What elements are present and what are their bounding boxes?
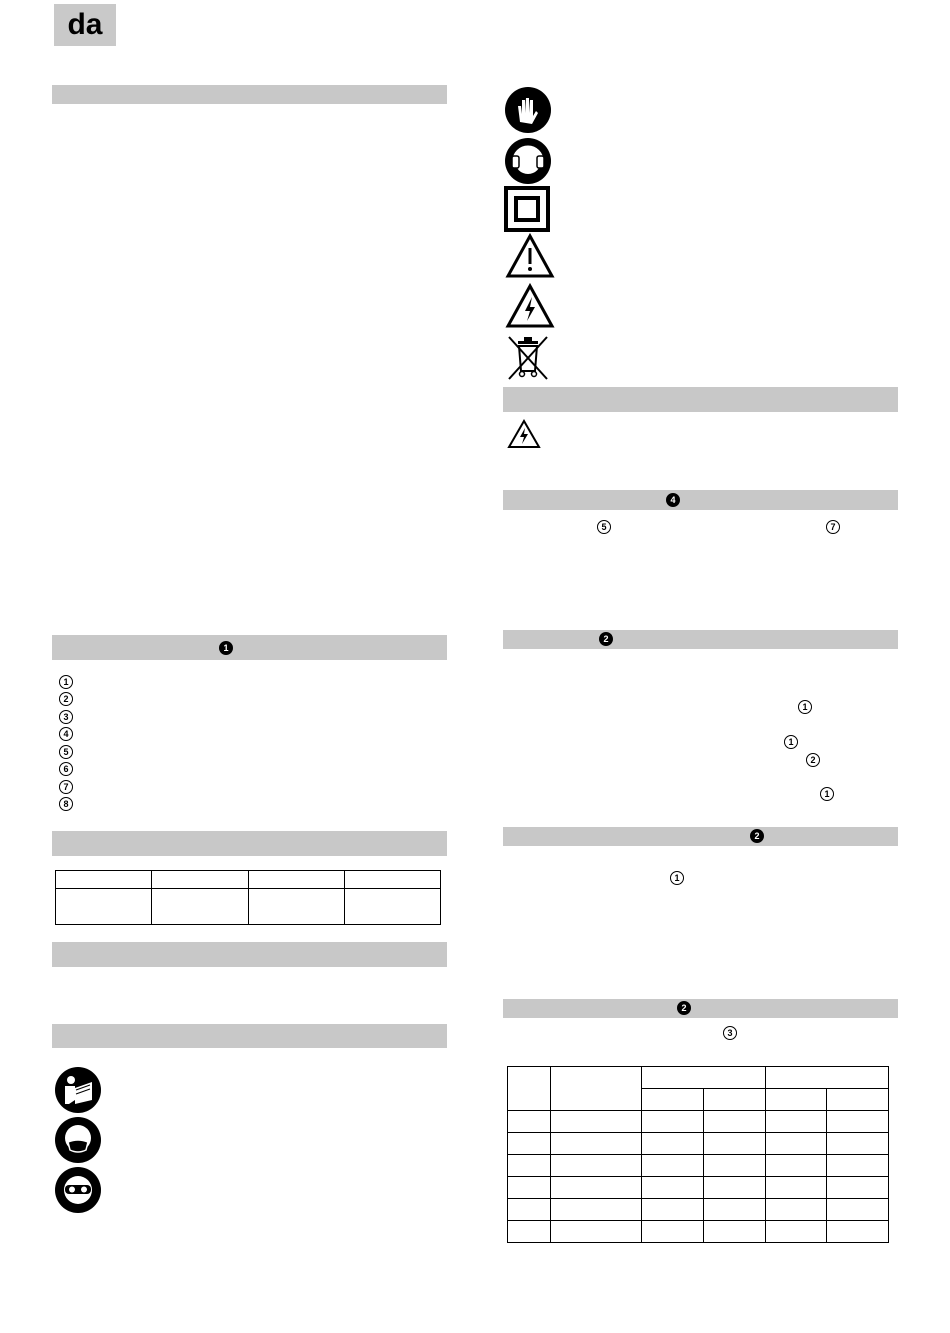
table-cell bbox=[642, 1199, 704, 1221]
table-cell bbox=[703, 1155, 765, 1177]
table-cell bbox=[344, 871, 440, 889]
table-cell bbox=[765, 1221, 827, 1243]
inline-marker: 1 bbox=[798, 700, 812, 714]
table-cell bbox=[703, 1199, 765, 1221]
warning-triangle-icon bbox=[505, 233, 555, 279]
table-cell bbox=[508, 1111, 551, 1133]
table-cell bbox=[642, 1089, 704, 1111]
table-cell bbox=[551, 1177, 642, 1199]
table-cell bbox=[56, 871, 152, 889]
table-cell bbox=[703, 1177, 765, 1199]
section-marker: 2 bbox=[599, 632, 613, 646]
section-marker: 4 bbox=[666, 493, 680, 507]
section-header-bar bbox=[503, 387, 898, 412]
table-cell bbox=[551, 1133, 642, 1155]
section-header-bar bbox=[52, 831, 447, 856]
table-cell bbox=[642, 1111, 704, 1133]
list-marker: 3 bbox=[59, 710, 73, 724]
list-marker: 1 bbox=[59, 675, 73, 689]
table-cell bbox=[152, 889, 248, 925]
table-cell bbox=[508, 1199, 551, 1221]
inline-marker: 3 bbox=[723, 1026, 737, 1040]
read-manual-icon bbox=[54, 1066, 102, 1114]
section-header-bar bbox=[503, 490, 898, 510]
weee-bin-icon bbox=[505, 333, 551, 381]
table-cell bbox=[827, 1111, 889, 1133]
inline-marker: 7 bbox=[826, 520, 840, 534]
table-cell bbox=[642, 1221, 704, 1243]
inline-marker: 1 bbox=[820, 787, 834, 801]
inline-marker: 1 bbox=[784, 735, 798, 749]
electric-hazard-icon bbox=[505, 283, 555, 329]
dust-mask-icon bbox=[54, 1116, 102, 1164]
table-cell bbox=[551, 1155, 642, 1177]
section-header-bar bbox=[503, 827, 898, 846]
electric-hazard-icon bbox=[507, 419, 541, 449]
section-header-bar bbox=[52, 85, 447, 104]
table-cell bbox=[152, 871, 248, 889]
table-cell bbox=[827, 1199, 889, 1221]
table-cell bbox=[765, 1089, 827, 1111]
section-header-bar bbox=[503, 999, 898, 1018]
table-cell bbox=[56, 889, 152, 925]
list-marker: 5 bbox=[59, 745, 73, 759]
section-header-bar bbox=[52, 1024, 447, 1048]
table-cell bbox=[344, 889, 440, 925]
table-cell bbox=[551, 1111, 642, 1133]
table-cell bbox=[248, 871, 344, 889]
section-marker: 1 bbox=[219, 641, 233, 655]
inline-marker: 2 bbox=[806, 753, 820, 767]
list-marker: 8 bbox=[59, 797, 73, 811]
section-header-bar bbox=[52, 635, 447, 660]
safety-gloves-icon bbox=[504, 86, 552, 134]
spec-table bbox=[55, 870, 441, 925]
table-cell bbox=[765, 1199, 827, 1221]
data-table bbox=[507, 1066, 889, 1243]
section-header-bar bbox=[503, 630, 898, 649]
table-cell bbox=[827, 1177, 889, 1199]
table-cell bbox=[827, 1089, 889, 1111]
table-cell bbox=[642, 1133, 704, 1155]
table-cell bbox=[642, 1177, 704, 1199]
table-cell bbox=[508, 1133, 551, 1155]
table-cell bbox=[551, 1067, 642, 1111]
table-cell bbox=[508, 1155, 551, 1177]
table-cell bbox=[551, 1199, 642, 1221]
table-cell bbox=[703, 1111, 765, 1133]
inline-marker: 5 bbox=[597, 520, 611, 534]
table-cell bbox=[765, 1177, 827, 1199]
table-cell bbox=[551, 1221, 642, 1243]
table-cell bbox=[508, 1221, 551, 1243]
table-cell bbox=[703, 1133, 765, 1155]
table-cell bbox=[765, 1155, 827, 1177]
list-marker: 7 bbox=[59, 780, 73, 794]
section-marker: 2 bbox=[677, 1001, 691, 1015]
ear-protection-icon bbox=[504, 137, 552, 185]
table-cell bbox=[765, 1067, 889, 1089]
table-cell bbox=[248, 889, 344, 925]
double-insulation-icon bbox=[504, 186, 550, 232]
table-cell bbox=[703, 1221, 765, 1243]
table-cell bbox=[765, 1111, 827, 1133]
list-marker: 6 bbox=[59, 762, 73, 776]
table-cell bbox=[765, 1133, 827, 1155]
inline-marker: 1 bbox=[670, 871, 684, 885]
table-cell bbox=[508, 1067, 551, 1111]
list-marker: 2 bbox=[59, 692, 73, 706]
table-cell bbox=[642, 1155, 704, 1177]
table-cell bbox=[827, 1133, 889, 1155]
list-marker: 4 bbox=[59, 727, 73, 741]
section-header-bar bbox=[52, 942, 447, 967]
safety-goggles-icon bbox=[54, 1166, 102, 1214]
section-marker: 2 bbox=[750, 829, 764, 843]
table-cell bbox=[827, 1155, 889, 1177]
language-tag: da bbox=[54, 4, 116, 46]
table-cell bbox=[703, 1089, 765, 1111]
table-cell bbox=[827, 1221, 889, 1243]
table-cell bbox=[642, 1067, 766, 1089]
table-cell bbox=[508, 1177, 551, 1199]
